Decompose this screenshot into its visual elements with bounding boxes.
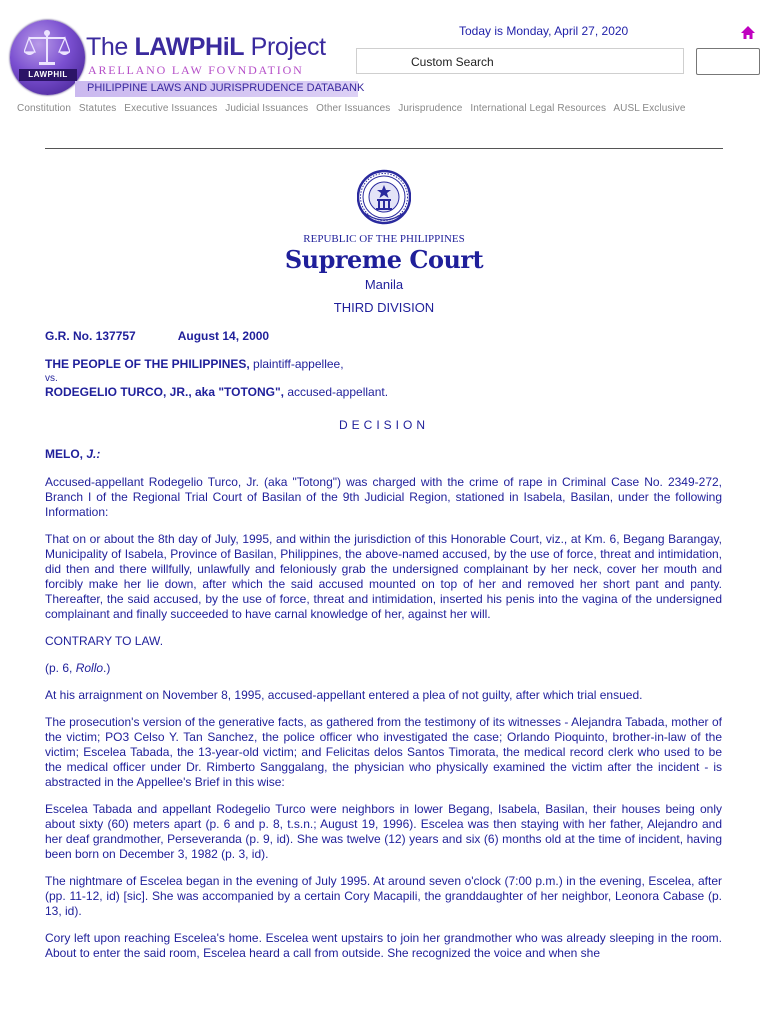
ponente — [45, 447, 100, 461]
plaintiff-role: plaintiff-appellee, — [249, 357, 344, 371]
nav-executive-issuances[interactable]: Executive Issuances — [124, 103, 218, 114]
court-city: Manila — [364, 277, 404, 292]
today-date: Today is Monday, April 27, 2020 — [459, 24, 629, 38]
accused-name: RODEGELIO TURCO, JR., aka "TOTONG", — [45, 385, 284, 399]
republic-heading: REPUBLIC OF THE PHILIPPINES — [303, 233, 465, 245]
court-division: THIRD DIVISION — [333, 300, 435, 315]
plaintiff-line — [45, 357, 388, 372]
search-button[interactable] — [696, 48, 760, 75]
paragraph: Accused-appellant Rodegelio Turco, Jr. (aka "Totong") was charged with the crime of rape in Criminal Case No. 2349-272, Branch I of the Regional Trial Court of Basilan of the 9th Judicial Region, stationed in Isabela, Basilan, under the following Information: — [45, 475, 722, 519]
citation-pre: (p. 6, — [45, 661, 76, 675]
ponente-name: MELO, — [45, 447, 83, 461]
nav-judicial-issuances[interactable]: Judicial Issuances — [225, 103, 309, 114]
lawphil-logo[interactable] — [10, 20, 365, 100]
paragraph: CONTRARY TO LAW. — [45, 634, 164, 648]
nav-international-legal-resources[interactable]: International Legal Resources — [470, 103, 607, 114]
header-divider — [45, 148, 723, 149]
supreme-court-seal-icon — [357, 166, 411, 228]
versus: vs. — [45, 373, 58, 384]
paragraph: The nightmare of Escelea began in the evening of July 1995. At around seven o'clock (7:00 p.m.) in the evening, Escelea, after (pp. 11-12, id) [sic]. She was accompanied by a certain Cory Macapili, the granddaughter of her neighbor, Leonora Cabase (p. 13, id). — [45, 874, 722, 918]
nav-constitution[interactable]: Constitution — [17, 103, 72, 114]
scales-of-justice-icon — [24, 28, 70, 68]
paragraph: Escelea Tabada and appellant Rodegelio Turco were neighbors in lower Begang, Isabela, Basilan, their houses being only about sixty (60) meters apart (p. 6 and p. 8, t.s.n.; August 19, 1996). Escelea was then staying with her father, Alejandro and her deaf grandmother, Perseveranda (p. 9, id). She was twelve (12) years and six (6) months old at the time of incident, having been born on December 3, 1982 (p. 3, id). — [45, 802, 722, 861]
case-parties — [45, 357, 388, 400]
accused-line — [45, 385, 388, 400]
home-icon[interactable] — [740, 25, 756, 41]
logo-tagline: PHILIPPINE LAWS AND JURISPRUDENCE DATABANK — [87, 82, 365, 94]
main-navigation — [17, 103, 691, 114]
lawphil-emblem — [10, 20, 85, 95]
gr-number: G.R. No. 137757 — [45, 329, 136, 343]
ponente-title: J.: — [86, 447, 101, 461]
nav-jurisprudence[interactable]: Jurisprudence — [398, 103, 463, 114]
logo-foundation: ARELLANO LAW FOVNDATION — [88, 63, 304, 77]
citation-rollo: Rollo — [75, 661, 104, 675]
nav-statutes[interactable]: Statutes — [78, 103, 117, 114]
custom-search-input[interactable]: Custom Search — [356, 48, 684, 74]
case-date: August 14, 2000 — [177, 329, 270, 343]
logo-title-bold: LAWPHiL — [134, 33, 245, 61]
plaintiff-name: THE PEOPLE OF THE PHILIPPINES, — [45, 357, 250, 371]
paragraph: The prosecution's version of the generative facts, as gathered from the testimony of its witnesses - Alejandra Tabada, mother of the victim; PO3 Celso Y. Tan Sanchez, the police officer who investigated the case; Orlando Pioquinto, brother-in-law of the victim; Escelea Tabada, the 13-year-old victim; and Felicitas delos Santos Timorata, the medical record clerk who used to be the medical officer under Dr. Rimberto Sanggalang, the physician who physically examined the victim after the incident - is abstracted in the Appellee's Brief in this wise: — [45, 715, 722, 789]
logo-title-prefix: The — [86, 33, 135, 61]
paragraph: Cory left upon reaching Escelea's home. Escelea went upstairs to join her grandmother who was already sleeping in the room. About to enter the said room, Escelea heard a call from outside. She recognized the voice and when she — [45, 931, 722, 960]
nav-other-issuances[interactable]: Other Issuances — [316, 103, 391, 114]
case-number-line — [45, 329, 269, 343]
information-quote: That on or about the 8th day of July, 1995, and within the jurisdiction of this Honorable Court, viz., at Km. 6, Begang Barangay, Municipality of Isabela, Province of Basilan, Philippines, the above-named accused, by the use of force, threat and intimidation, did then and there willfully, unlawfully and feloniously grab the undersigned complainant by her neck, cover her mouth and forcibly make her lie down, after which the said accused mounted on top of her and removed her short pant and panty. Thereafter, the said accused, by the use of force, threat and intimidation, inserted his penis into the vagina of the undersigned complainant and finally succeeded to have carnal knowledge of her, against her will. — [45, 532, 722, 621]
court-name: Supreme Court — [284, 245, 484, 274]
accused-role: accused-appellant. — [283, 385, 389, 399]
decision-body — [45, 475, 722, 973]
nav-ausl-exclusive[interactable]: AUSL Exclusive — [613, 103, 686, 114]
decision-heading: DECISION — [338, 418, 429, 432]
emblem-word: LAWPHIL — [19, 69, 77, 81]
citation-post: .) — [103, 661, 111, 675]
logo-title-suffix: Project — [244, 33, 326, 61]
logo-tagline-band — [75, 81, 365, 97]
citation — [45, 661, 722, 676]
paragraph: At his arraignment on November 8, 1995, accused-appellant entered a plea of not guilty, after which trial ensued. — [45, 688, 643, 702]
logo-title — [86, 33, 326, 62]
